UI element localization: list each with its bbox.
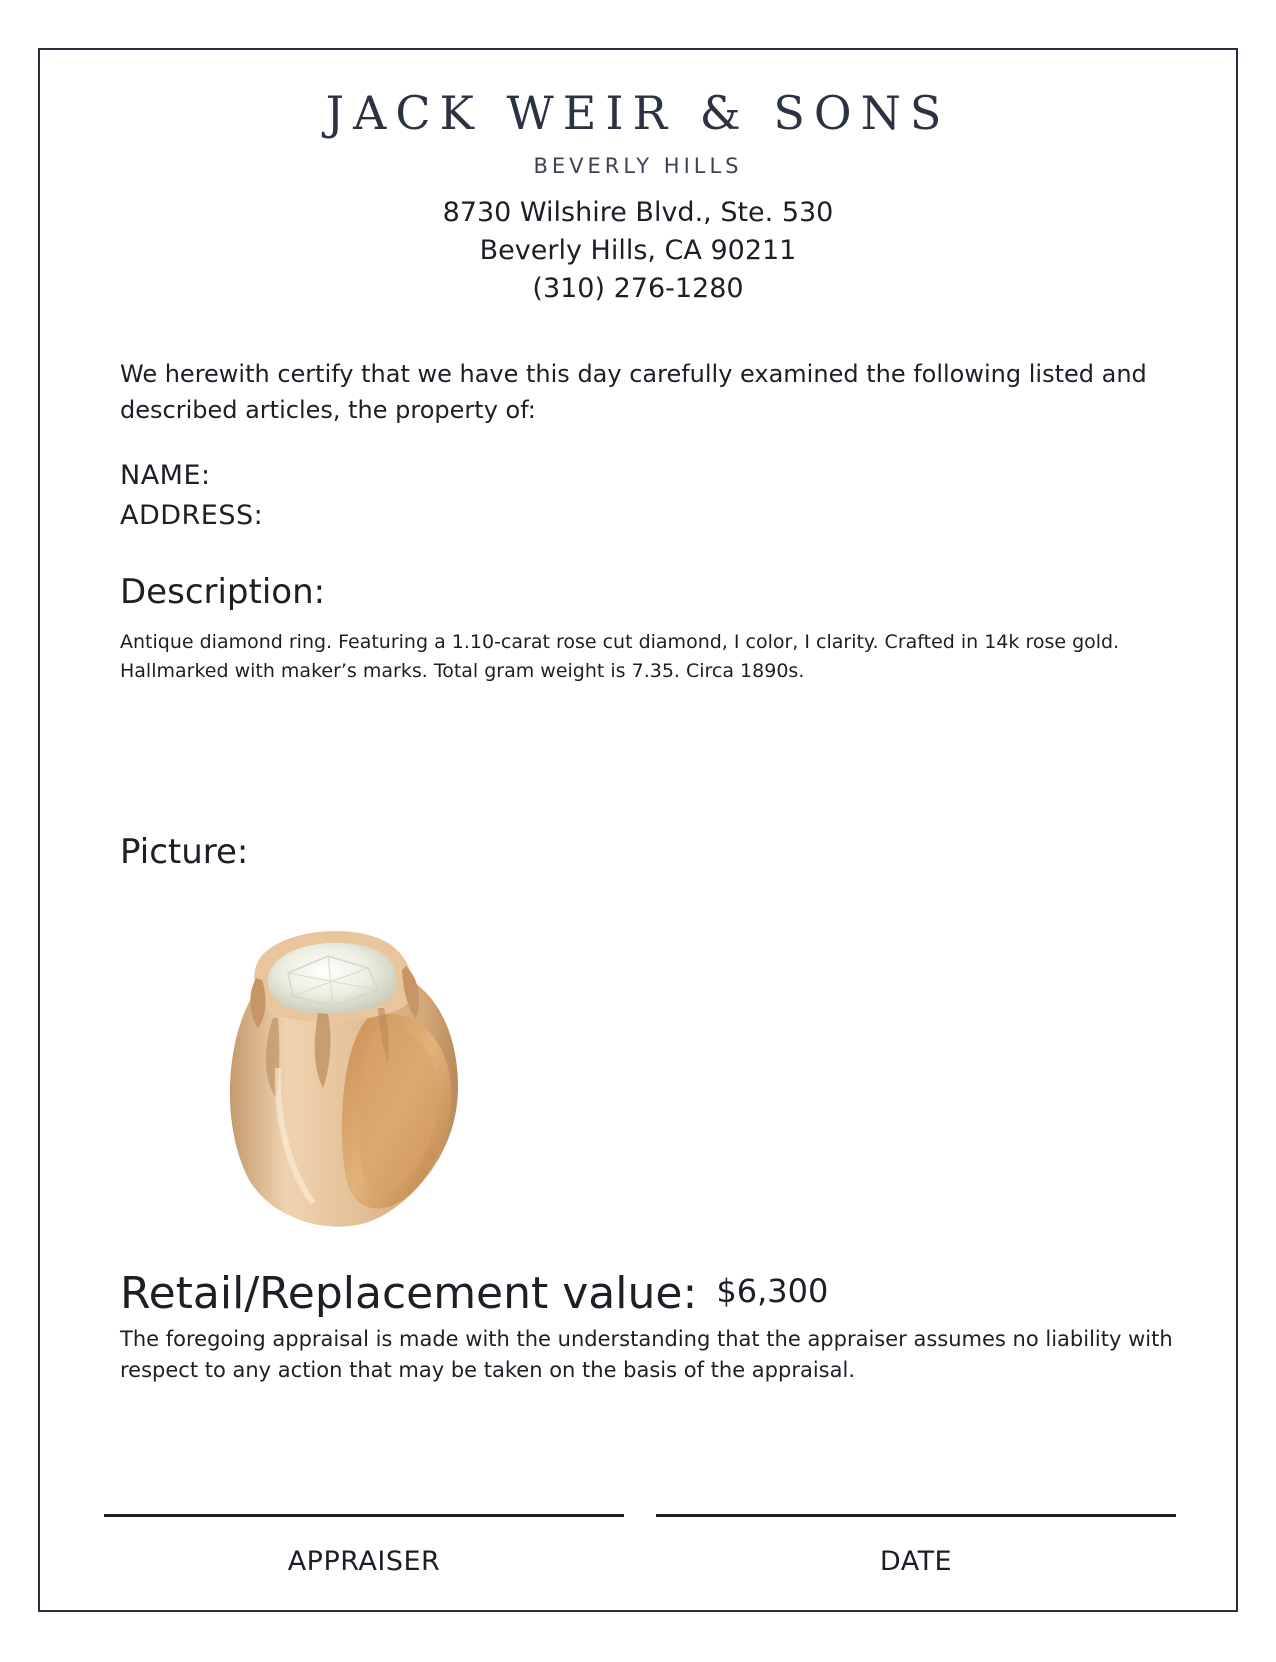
brand-name: JACK WEIR & SONS: [325, 86, 951, 140]
phone-number: (310) 276-1280: [532, 273, 744, 304]
date-label: DATE: [879, 1546, 953, 1577]
address-label: ADDRESS:: [120, 500, 264, 531]
picture-heading: Picture:: [120, 832, 249, 872]
disclaimer-text: The foregoing appraisal is made with the understanding that the appraiser assumes no liability with respect to any action that may be taken on the basis of the appraisal.: [120, 1327, 1173, 1382]
value-label: Retail/Replacement value:: [120, 1268, 698, 1319]
ring-image: [218, 918, 488, 1238]
address-city: Beverly Hills, CA 90211: [479, 235, 797, 266]
description-heading: Description:: [120, 572, 326, 612]
date-signature-line: [656, 1514, 1176, 1517]
description-text: Antique diamond ring. Featuring a 1.10-carat rose cut diamond, I color, I clarity. Crafted in 14k rose gold. Hallmarked with maker’s marks. Total gram weight is 7.35. Circa 1890s.: [120, 631, 1120, 682]
value-row: [120, 1268, 828, 1319]
value-amount: $6,300: [716, 1272, 829, 1310]
certification-statement: We herewith certify that we have this day carefully examined the following listed and described articles, the property of:: [120, 360, 1147, 424]
brand-location: BEVERLY HILLS: [533, 154, 743, 178]
name-label: NAME:: [120, 460, 211, 491]
appraiser-signature-line: [104, 1514, 624, 1517]
appraiser-label: APPRAISER: [287, 1546, 441, 1577]
address-street: 8730 Wilshire Blvd., Ste. 530: [442, 197, 834, 228]
